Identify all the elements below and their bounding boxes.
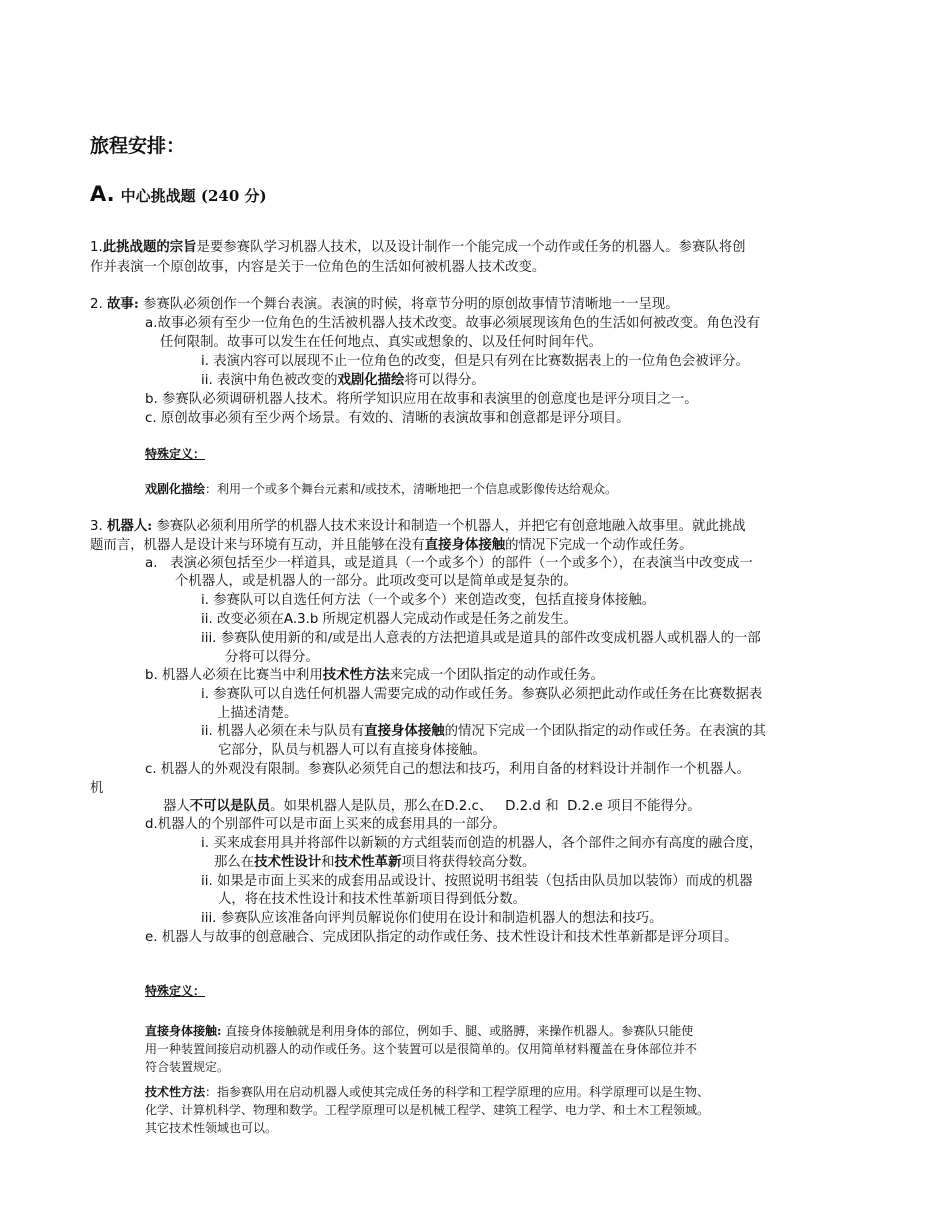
p3-b-i-line1 [201,685,762,704]
p3-a-i-text: 参赛队可以自选任何方法（一个或多个）来创造改变，包括直接身体接触。 [213,593,656,608]
p3-a-iii-text1: 参赛队使用新的和/或是出人意表的方法把道具或是道具的部件改变成机器人或机器人的一部 [220,631,761,646]
p3-e [145,928,738,947]
p3-d-i-l2-and: 和 [321,855,335,870]
def2-t1-line2: 用一种装置间接启动机器人的动作或任务。这个装置可以是很简单的。仅用简单材料覆盖在身体部位并不 [145,1042,698,1056]
p3-l2-post: 的情况下完成一个动作或任务。 [505,538,693,553]
p2-b-text: 参赛队必须调研机器人技术。将所学知识应用在故事和表演里的创意度也是评分项目之一。 [162,392,698,407]
def2-t2-term: 技术性方法 [145,1085,206,1099]
p3-b-pre: 机器人必须在比赛当中利用 [162,668,323,683]
p2-a-i-label: i. [201,354,209,369]
def2-t1-text1: 直接身体接触就是利用身体的部位，例如手、腿、或胳膊，来操作机器人。参赛队只能使 [225,1024,694,1038]
p2-a-i [201,352,749,371]
def2-heading: 特殊定义： [145,984,206,998]
def2-t1-term: 直接身体接触: [145,1024,222,1038]
p3-d-text: 机器人的个别部件可以是市面上买来的成套用具的一部分。 [157,817,506,832]
p3-c-label: c. [145,762,157,777]
p3-b-bold: 技术性方法 [322,667,390,683]
section-a-heading [90,182,267,206]
p3-b-i-label: i. [201,687,209,702]
p3-d [145,815,506,834]
p3-d-ii-text1: 如果是市面上买来的成套用品或设计、按照说明书组装（包括由队员加以装饰）而成的机器 [216,874,753,889]
p2-a-ii [201,371,485,390]
p3-a-i [201,591,655,610]
p1-text1: 是要参赛队学习机器人技术，以及设计制作一个能完成一个动作或任务的机器人。参赛队将创 [196,240,746,255]
section-a-letter: A. [90,182,115,206]
p3-a-i-label: i. [201,593,209,608]
p3-d-i-line2 [214,853,535,872]
p3-d-ii-label: ii. [201,874,213,889]
p3-a-ii-post: 所规定机器人完成动作或是任务之前发生。 [322,612,578,627]
p3-c2-mid: 。如果机器人是队员，那么在 [270,799,445,814]
p2-bold: 故事: [107,296,139,312]
def1-line [145,481,617,498]
p1-number: 1. [90,240,103,255]
def2-t1-line3: 符合装置规定。 [145,1060,230,1074]
p2-a-text1: 故事必须有至少一位角色的生活被机器人技术改变。故事必须展现该角色的生活如何被改变。角色没有 [157,316,761,331]
p3-d-ii-line1 [201,872,753,891]
p3-b-ii-line1 [201,722,766,741]
p3-d-i-l2-post: 项目将获得较高分数。 [401,855,536,870]
p3-line1 [90,517,746,536]
p3-a-ii [201,610,577,629]
page-title: 旅程安排： [90,135,186,157]
p2-b [145,390,698,409]
p3-a-ii-ref: A.3.b [283,612,319,627]
p3-d-label: d. [145,817,158,832]
def2-t2-text1: ：指参赛队用在启动机器人或使其完成任务的科学和工程学原理的应用。科学原理可以是生物、 [205,1085,710,1099]
p3-a-line2: 个机器人，或是机器人的一部分。此项改变可以是简单或是复杂的。 [175,574,577,589]
p3-stray-char: 机 [90,781,104,796]
p1-bold: 此挑战题的宗旨 [102,239,197,255]
def2-t2-line1 [145,1084,709,1101]
p3-d-ii-line2: 人，将在技术性设计和技术性革新项目得到低分数。 [218,892,526,907]
p3-l2-pre: 题而言，机器人是设计来与环境有互动，并且能够在没有 [90,538,425,553]
p3-b-i-text1: 参赛队可以自选任何机器人需要完成的动作或任务。参赛队必须把此动作或任务在比赛数据表 [213,687,763,702]
p3-c-text: 机器人的外观没有限制。参赛队必须凭自己的想法和技巧，利用自备的材料设计并制作一个机器人。 [160,762,751,777]
p3-e-label: e. [145,930,158,945]
p2-a-ii-bold: 戏剧化描绘 [337,372,405,388]
p3-c2-post: 项目不能得分。 [606,799,701,814]
def2-t2-line3: 其它技术性领域也可以。 [145,1121,278,1135]
def2-t1-line1 [145,1023,693,1040]
p3-b [145,666,604,685]
def1-text: ：利用一个或多个舞台元素和/或技术，清晰地把一个信息或影像传达给观众。 [205,482,618,496]
p3-line2 [90,536,693,555]
p3-c2-ref3: D.2.e [567,799,603,814]
p3-a-iii-label: iii. [201,631,217,646]
p1-line2: 作并表演一个原创故事，内容是关于一位角色的生活如何被机器人技术改变。 [90,260,546,275]
def1-heading: 特殊定义： [145,447,206,461]
p3-a-iii-line2: 分将可以得分。 [225,650,319,665]
p3-l2-bold: 直接身体接触 [424,537,506,553]
p3-d-i-l2-bold1: 技术性设计 [254,854,322,870]
p3-d-i-l2-pre: 那么在 [214,855,255,870]
p1-line1 [90,238,746,257]
p2-c [145,409,630,428]
p2-a-line1 [145,314,760,333]
p3-d-iii [201,909,663,928]
p3-a-line1 [145,554,753,573]
p2-a-label: a. [145,316,158,331]
p3-a-ii-pre: 改变必须在 [216,612,284,627]
p3-c2-pre: 器人 [163,799,190,814]
p2-c-label: c. [145,411,157,426]
def2-t2-line2: 化学、计算机科学、物理和数学。工程学原理可以是机械工程学、建筑工程学、电力学、和土木工程领域。 [145,1103,710,1117]
section-a-text: 中心挑战题 (240 分) [120,187,267,205]
p3-c [145,760,750,779]
p2-b-label: b. [145,392,158,407]
p3-d-i-label: i. [201,836,209,851]
p3-b-ii-pre: 机器人必须在未与队员有 [216,724,365,739]
p2-c-text: 原创故事必须有至少两个场景。有效的、清晰的表演故事和创意都是评分项目。 [160,411,630,426]
p2-a-i-text: 表演内容可以展现不止一位角色的改变，但是只有列在比赛数据表上的一位角色会被评分。 [213,354,749,369]
p3-bold: 机器人: [107,518,153,534]
p2-a-ii-pre: 表演中角色被改变的 [216,373,338,388]
p3-e-text: 机器人与故事的创意融合、完成团队指定的动作或任务、技术性设计和技术性革新都是评分项目。 [161,930,738,945]
p3-b-ii-label: ii. [201,724,213,739]
p3-d-iii-label: iii. [201,911,217,926]
p3-a-text1: 表演必须包括至少一样道具，或是道具（一个或多个）的部件（一个或多个），在表演当中改变成一 [170,556,753,571]
p3-b-post: 来完成一个团队指定的动作或任务。 [389,668,604,683]
p3-a-ii-label: ii. [201,612,213,627]
p3-d-i-text1: 买来成套用具并将部件以新颖的方式组装而创造的机器人，各个部件之间亦有高度的融合度， [213,836,763,851]
p3-b-i-line2: 上描述清楚。 [217,706,298,721]
p3-d-i-line1 [201,834,762,853]
p3-number: 3. [90,519,103,534]
p2-a-line2: 任何限制。故事可以发生在任何地点、真实或想象的、以及任何时间年代。 [160,335,602,350]
p3-d-i-l2-bold2: 技术性革新 [334,854,402,870]
p3-c2-and: 和 [545,799,559,814]
p3-d-iii-text: 参赛队应该准备向评判员解说你们使用在设计和制造机器人的想法和技巧。 [220,911,663,926]
p3-c2-bold: 不可以是队员 [189,798,271,814]
p2-number: 2. [90,297,103,312]
p3-c2 [163,797,701,816]
p2-a-ii-label: ii. [201,373,213,388]
p3-b-ii-line2: 它部分，队员与机器人可以有直接身体接触。 [218,743,486,758]
p3-b-ii-post: 的情况下完成一个团队指定的动作或任务。在表演的其 [444,724,766,739]
p2-a-ii-post: 将可以得分。 [404,373,485,388]
p3-a-label: a. [145,556,158,571]
p3-c2-ref1: D.2.c、 [444,799,493,814]
p3-a-iii-line1 [201,629,761,648]
p2-text1: 参赛队必须创作一个舞台表演。表演的时候，将章节分明的原创故事情节清晰地一一呈现。 [143,297,679,312]
p2-line1 [90,295,679,314]
def1-term: 戏剧化描绘 [145,482,206,496]
p3-c2-ref2: D.2.d [505,799,541,814]
p3-text1: 参赛队必须利用所学的机器人技术来设计和制造一个机器人，并把它有创意地融入故事里。就此挑战 [156,519,746,534]
p3-b-label: b. [145,668,158,683]
p3-b-ii-bold: 直接身体接触 [364,723,445,739]
